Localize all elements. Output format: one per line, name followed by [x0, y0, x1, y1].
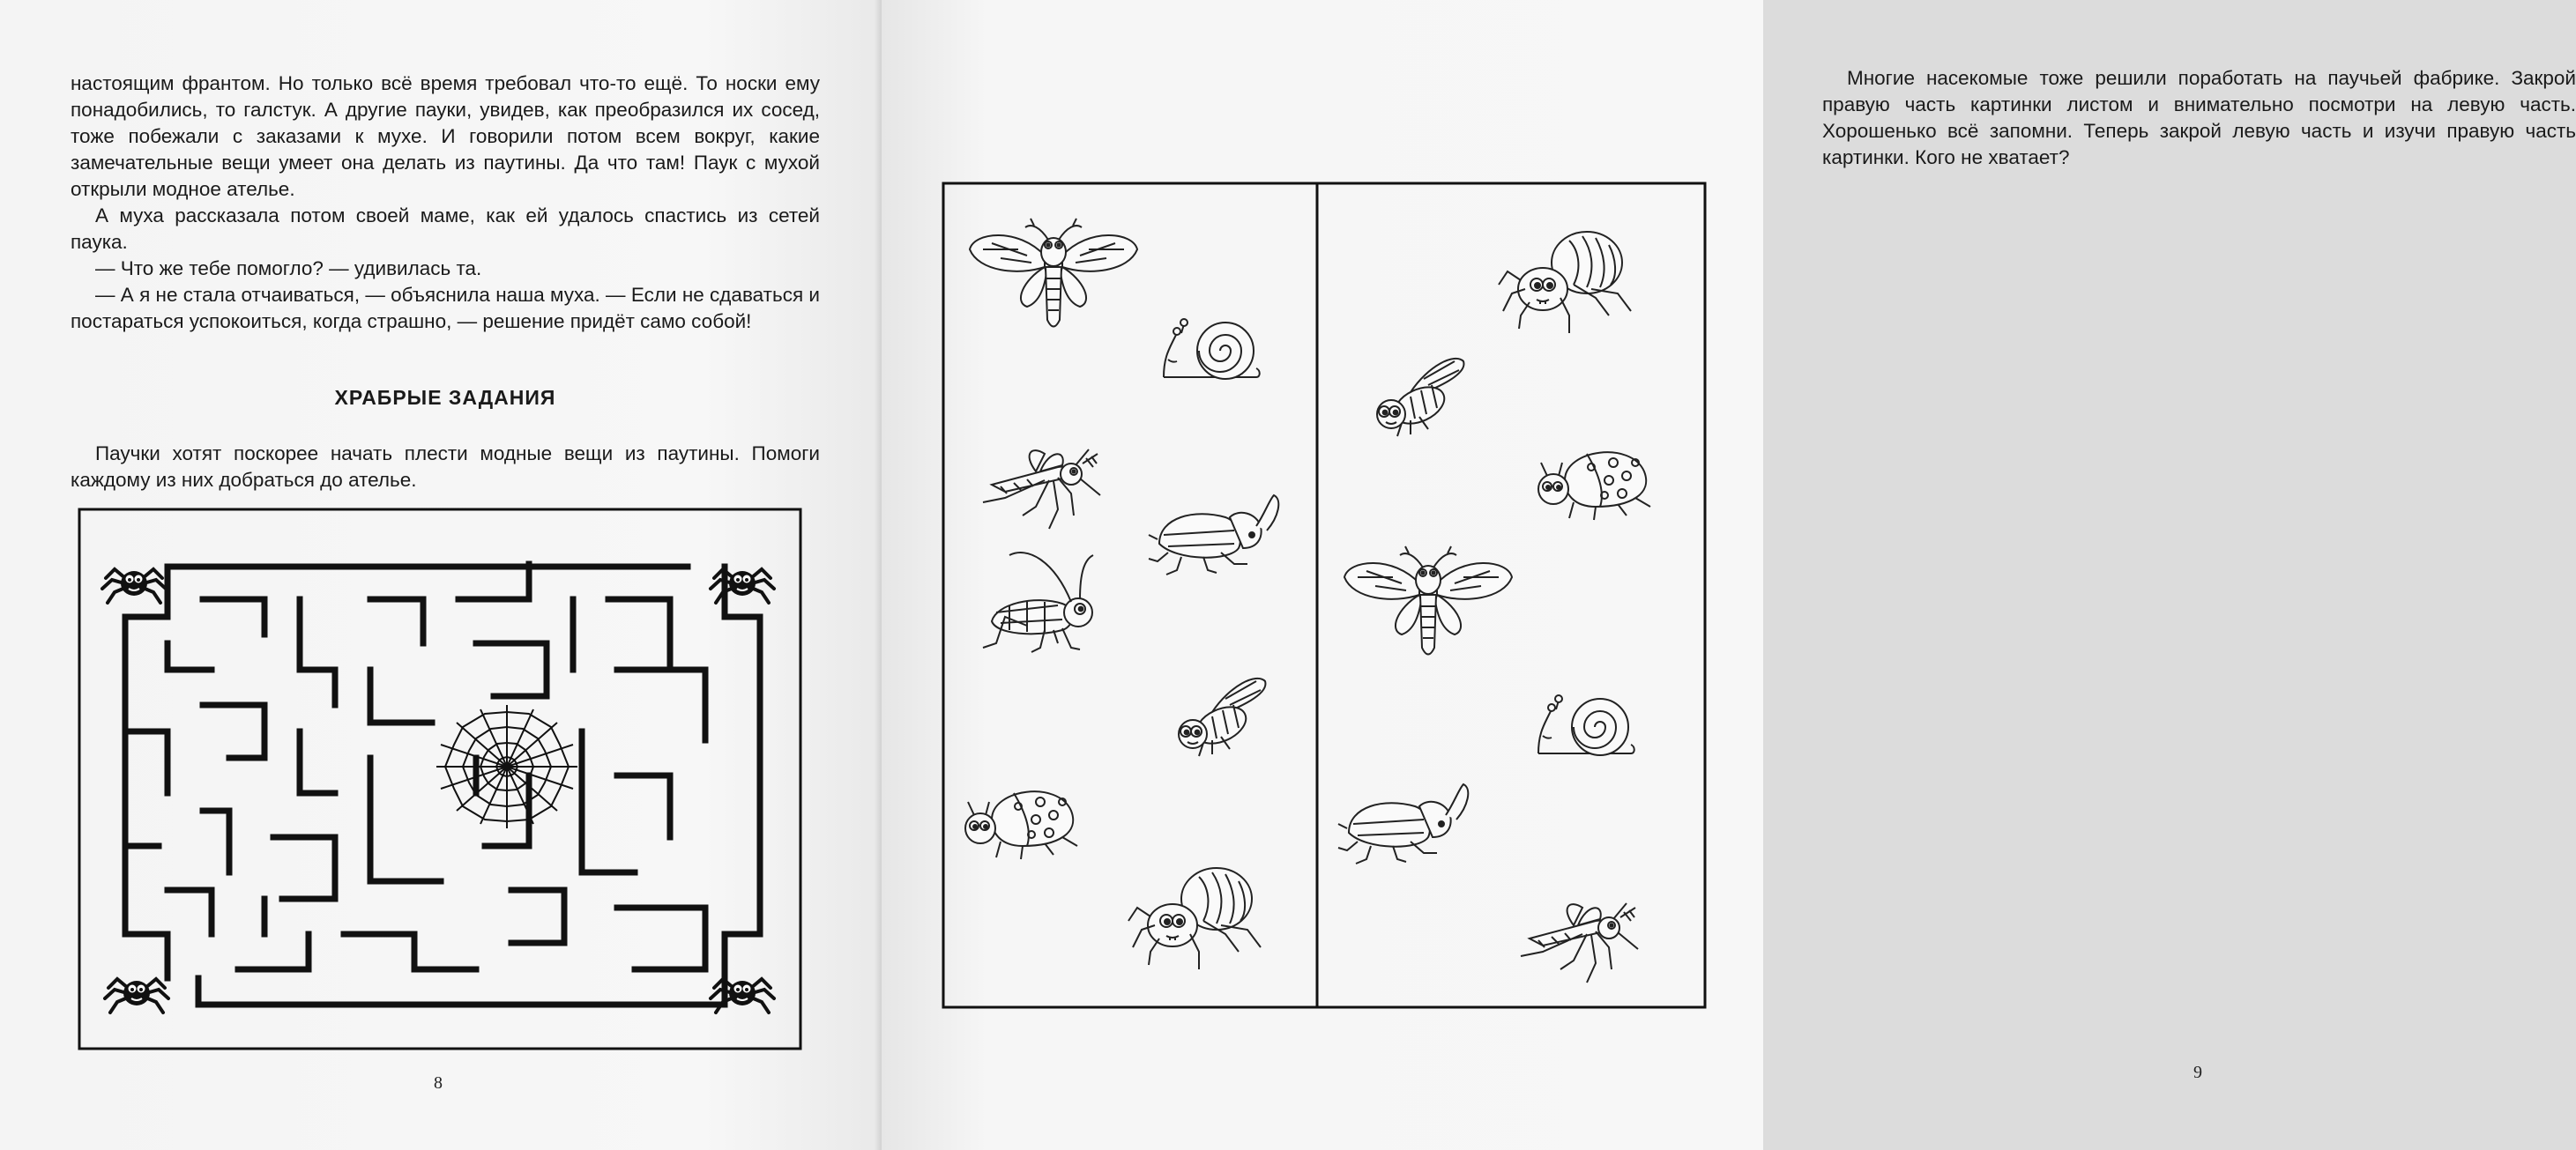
section-heading: ХРАБРЫЕ ЗАДАНИЯ	[334, 386, 556, 409]
ladybug-icon	[1538, 452, 1650, 520]
memory-task-text	[1822, 65, 2576, 171]
page-number: 8	[434, 1073, 443, 1093]
page-number: 9	[2193, 1063, 2202, 1082]
left-panel	[965, 219, 1278, 969]
fly-icon	[1377, 359, 1463, 436]
story-paragraph: — А я не стала отчаиваться, — объяснила наша муха. — Если не сдаваться и постараться успокоиться, когда страшно, — решение придёт само собой!	[71, 284, 820, 332]
mosquito-icon	[983, 449, 1100, 529]
spider-icon	[1128, 868, 1261, 969]
mosquito-icon	[1521, 903, 1638, 983]
beetle-icon	[1338, 784, 1468, 864]
snail-icon	[1164, 319, 1260, 379]
fly-icon	[1179, 679, 1265, 756]
story-paragraph: А муха рассказала потом своей маме, как ей удалось спастись из сетей паука.	[71, 204, 820, 253]
right-panel	[1338, 232, 1650, 983]
story-paragraph: — Что же тебе помогло? — удивилась та.	[95, 257, 482, 279]
moth-icon	[1344, 546, 1512, 655]
grasshopper-icon	[983, 553, 1093, 652]
moth-icon	[970, 219, 1137, 327]
memory-task-paragraph: Многие насекомые тоже решили поработать на паучьей фабрике. Закрой правую часть картинки листом и внимательно посмотри на левую часть. Хорошенько всё запомни. Теперь закрой левую часть и изучи правую часть картинки. Кого не хватает?	[1822, 67, 2576, 168]
story-paragraph: настоящим франтом. Но только всё время требовал что-то ещё. То носки ему понадобились, то галстук. А другие пауки, увидев, как преобразился их сосед, тоже побежали с заказами к мухе. И говорили потом всем вокруг, какие замечательные вещи умеет она делать из паутины. Да что там! Паук с мухой открыли модное ателье.	[71, 72, 820, 200]
snail-icon	[1538, 695, 1634, 755]
spider-icon	[1499, 232, 1631, 333]
ladybug-icon	[965, 791, 1077, 859]
maze-task-paragraph: Паучки хотят поскорее начать плести модные вещи из паутины. Помоги каждому из них добраться до ателье.	[71, 442, 820, 491]
beetle-icon	[1149, 495, 1278, 575]
